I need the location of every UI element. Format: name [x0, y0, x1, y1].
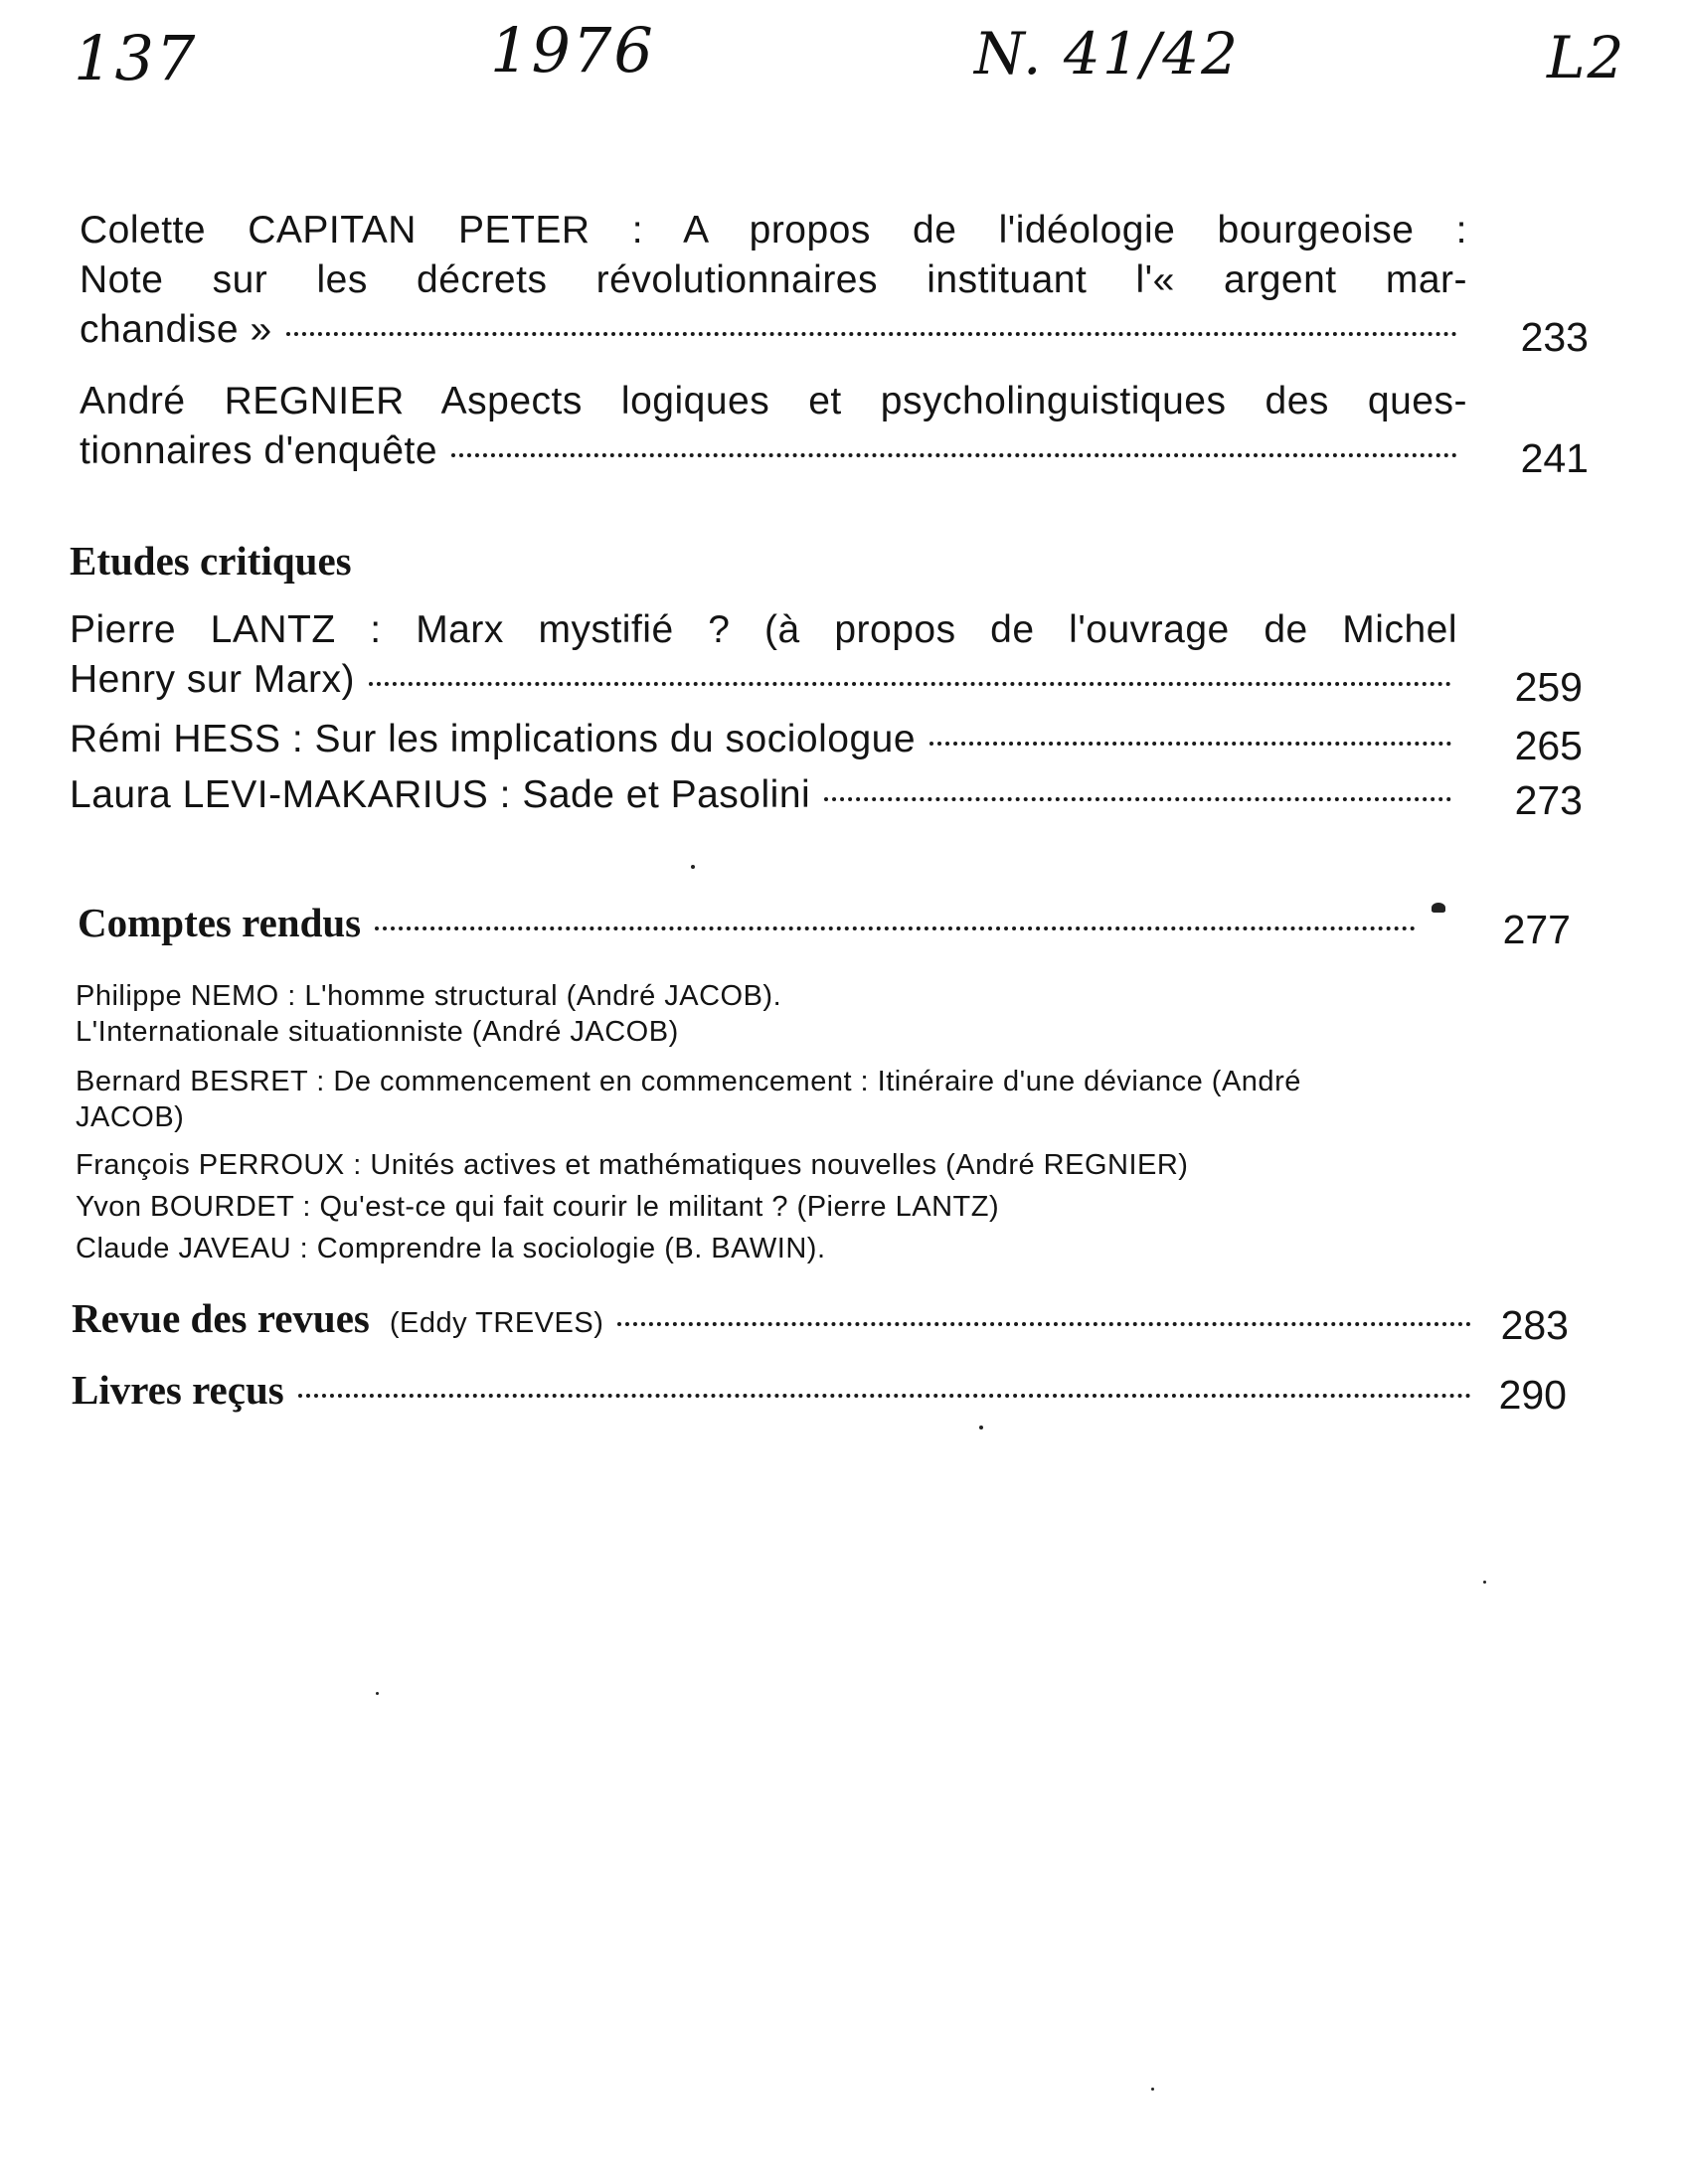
article-2-line-2	[80, 429, 1471, 473]
review-item: JACOB)	[76, 1101, 185, 1133]
etude-3-line	[70, 773, 1465, 817]
article-1-line-2: Note sur les décrets révolutionnaires instituant l'« argent mar-	[80, 258, 1467, 301]
etude-2-line	[70, 718, 1465, 761]
handwritten-shelf-code: L2	[1547, 24, 1626, 91]
article-2-page: 241	[1520, 435, 1589, 481]
article-1-page: 233	[1520, 314, 1589, 360]
dot-leader	[929, 742, 1451, 746]
dot-leader	[298, 1394, 1471, 1398]
review-item: François PERROUX : Unités actives et mathématiques nouvelles (André REGNIER)	[76, 1149, 1189, 1181]
comptes-rendus-page: 277	[1502, 907, 1571, 952]
review-item: L'Internationale situationniste (André JACOB)	[76, 1016, 679, 1048]
etude-3-page: 273	[1514, 777, 1583, 823]
section-heading-etudes-critiques: Etudes critiques	[70, 538, 352, 584]
revue-heading: Revue des revues	[72, 1295, 370, 1341]
handwritten-reference: 137	[74, 22, 198, 94]
scan-speck	[1483, 1581, 1486, 1584]
dot-leader	[375, 926, 1416, 930]
dot-leader	[369, 682, 1451, 686]
article-1-line-3	[80, 308, 1471, 352]
scan-speck	[1432, 903, 1445, 913]
etude-1-line-2-text: Henry sur Marx)	[70, 658, 356, 701]
etude-3-text: Laura LEVI-MAKARIUS : Sade et Pasolini	[70, 773, 811, 816]
etude-1-line-1: Pierre LANTZ : Marx mystifié ? (à propos de l'ouvrage de Michel	[70, 608, 1457, 651]
etude-2-page: 265	[1514, 723, 1583, 768]
livres-page: 290	[1498, 1372, 1567, 1418]
etude-2-text: Rémi HESS : Sur les implications du sociologue	[70, 718, 917, 760]
section-livres-recus	[72, 1366, 1485, 1414]
scan-speck	[979, 1426, 983, 1429]
scan-speck	[376, 1692, 379, 1695]
review-item: Yvon BOURDET : Qu'est-ce qui fait courir le militant ? (Pierre LANTZ)	[76, 1191, 1000, 1223]
section-revue-des-revues	[72, 1294, 1485, 1342]
handwritten-year: 1976	[490, 14, 655, 86]
comptes-rendus-heading-text: Comptes rendus	[78, 900, 362, 945]
article-1-line-3-text: chandise »	[80, 308, 272, 351]
revue-note: (Eddy TREVES)	[389, 1307, 604, 1339]
etude-1-page: 259	[1514, 664, 1583, 710]
section-heading-comptes-rendus	[78, 899, 1430, 946]
article-2-line-2-text: tionnaires d'enquête	[80, 429, 438, 472]
scan-speck	[691, 865, 695, 869]
revue-page: 283	[1500, 1302, 1569, 1348]
article-2-line-1: André REGNIER Aspects logiques et psycholinguistiques des ques-	[80, 380, 1467, 422]
dot-leader	[286, 332, 1457, 336]
livres-heading: Livres reçus	[72, 1367, 284, 1413]
dot-leader	[451, 453, 1457, 457]
etude-1-line-2	[70, 658, 1465, 702]
article-1-line-1: Colette CAPITAN PETER : A propos de l'idéologie bourgeoise :	[80, 209, 1467, 252]
handwritten-issue-number: N. 41/42	[974, 20, 1241, 87]
review-item: Philippe NEMO : L'homme structural (André JACOB).	[76, 980, 782, 1012]
review-item: Claude JAVEAU : Comprendre la sociologie (B. BAWIN).	[76, 1233, 826, 1264]
scan-speck	[1151, 2088, 1154, 2091]
dot-leader	[617, 1322, 1471, 1326]
review-item: Bernard BESRET : De commencement en commencement : Itinéraire d'une déviance (André	[76, 1066, 1301, 1097]
dot-leader	[824, 797, 1451, 801]
